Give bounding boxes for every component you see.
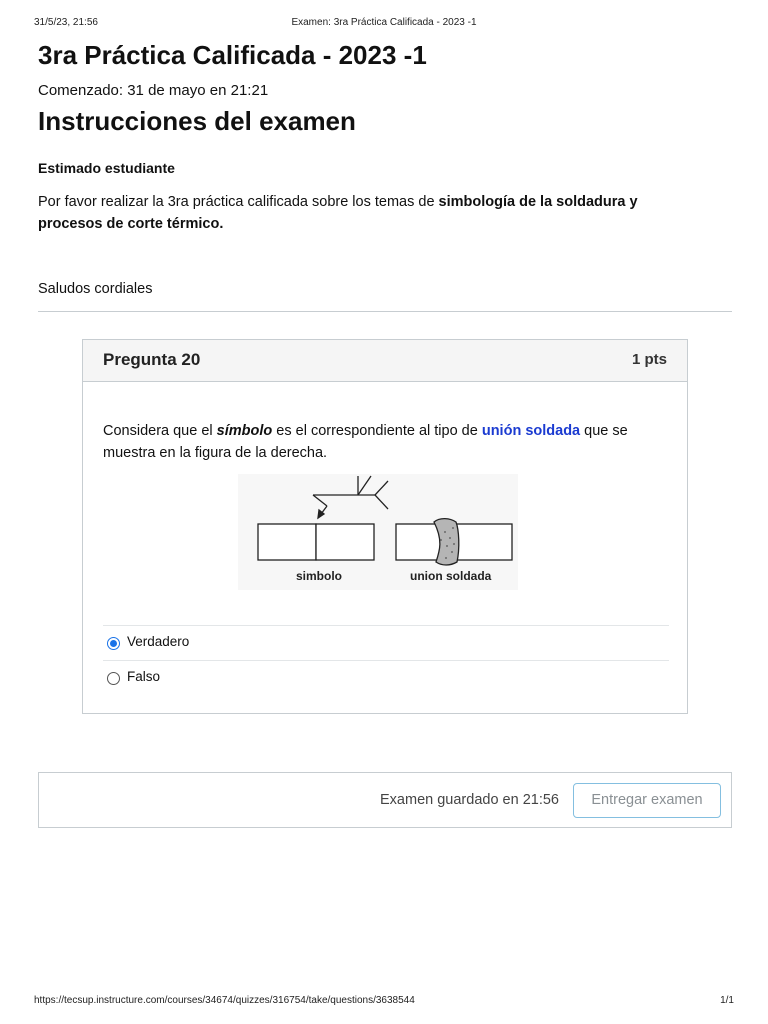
quiz-title: 3ra Práctica Calificada - 2023 -1 [38, 40, 427, 70]
instructions-topics: simbología de la soldadura y procesos de corte térmico. [38, 194, 638, 232]
radio-checked-icon[interactable] [107, 637, 120, 650]
question-text-part: es el correspondiente al tipo de [272, 423, 482, 439]
answer-option-verdadero[interactable] [103, 625, 669, 660]
question-text-link: unión soldada [481, 423, 581, 439]
weld-figure [238, 474, 518, 590]
symbol-plates [258, 524, 374, 560]
saved-status: Examen guardado en 21:56 [380, 792, 559, 808]
divider [38, 311, 732, 312]
instructions-text: Por favor realizar la 3ra práctica calificada sobre los temas de [38, 194, 439, 210]
print-header [0, 17, 768, 31]
weld-joint [396, 519, 512, 565]
question-text-symbol: símbolo [216, 423, 273, 439]
radio-unchecked-icon[interactable] [107, 672, 120, 685]
question-points: 1 pts [631, 351, 667, 368]
figure-label-weld: union soldada [410, 569, 492, 583]
answer-label[interactable]: Verdadero [127, 634, 190, 649]
print-date: 31/5/23, 21:56 [34, 17, 98, 28]
instructions-regards: Saludos cordiales [38, 281, 153, 297]
question-text-part: Considera que el [103, 423, 217, 439]
quiz-footer [38, 772, 732, 828]
print-title: Examen: 3ra Práctica Calificada - 2023 -1 [291, 17, 477, 28]
question-header [83, 340, 687, 382]
print-url: https://tecsup.instructure.com/courses/34674/quizzes/316754/take/questions/3638544 [34, 995, 415, 1006]
figure-label-symbol: simbolo [296, 569, 343, 583]
instructions-paragraph [38, 191, 698, 235]
question-number: Pregunta 20 [103, 350, 201, 369]
question-card [82, 339, 688, 714]
question-text [103, 420, 673, 464]
started-timestamp: Comenzado: 31 de mayo en 21:21 [38, 82, 269, 99]
answer-label[interactable]: Falso [127, 669, 161, 684]
submit-quiz-button[interactable]: Entregar examen [573, 783, 721, 818]
instructions-heading: Instrucciones del examen [38, 106, 356, 136]
print-page-number: 1/1 [720, 995, 734, 1006]
question-text-part: que se muestra en la figura de la derecha. [103, 423, 628, 461]
instructions-greeting: Estimado estudiante [38, 160, 175, 176]
answer-option-falso[interactable] [103, 660, 669, 695]
